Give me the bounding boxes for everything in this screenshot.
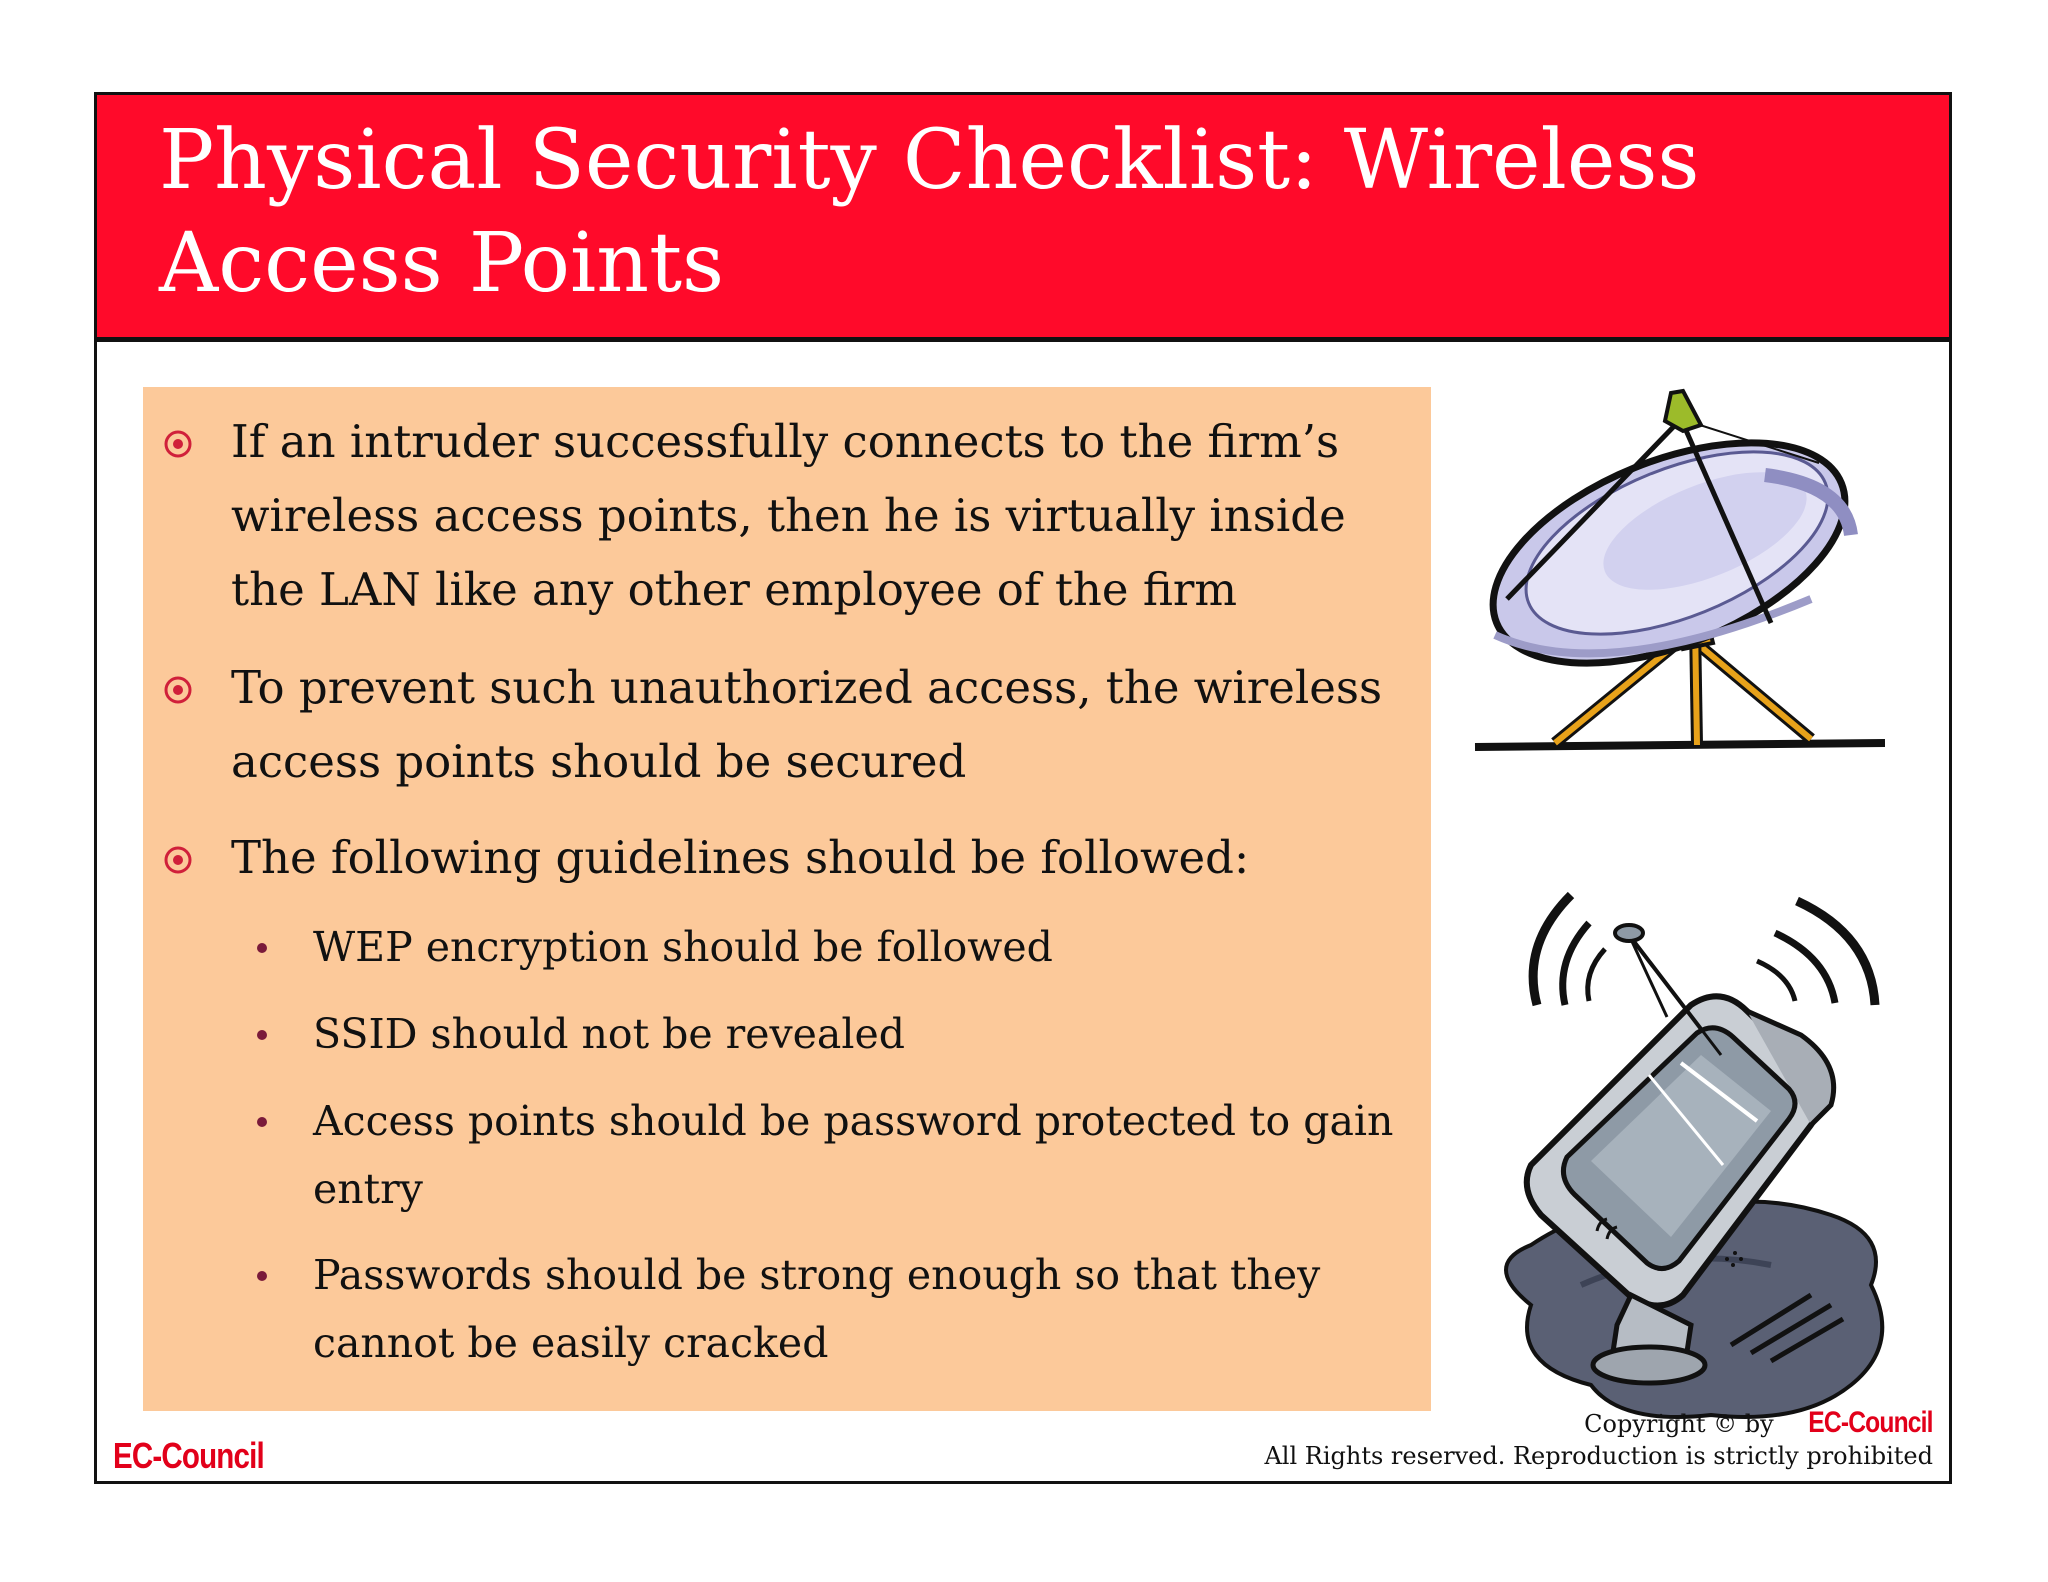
slide: [94, 92, 1952, 1484]
dot-bullet-icon: [257, 1271, 267, 1281]
content-box: [143, 387, 1431, 1411]
copyright-prefix: Copyright © by: [1584, 1410, 1782, 1438]
target-bullet-icon: [163, 845, 193, 875]
satellite-dish-icon: [1455, 385, 1885, 755]
sub-bullet-text: Passwords should be strong enough so that they cannot be easily cracked: [313, 1251, 1321, 1367]
copyright-brand: EC-Council: [1808, 1406, 1933, 1439]
bullet-text: If an intruder successfully connects to the firm’s wireless access points, then he is virtually inside the LAN like any other employee of the firm: [231, 415, 1346, 616]
target-bullet-icon: [163, 675, 193, 705]
bullet-text: To prevent such unauthorized access, the wireless access points should be secured: [231, 661, 1383, 788]
ec-council-logo: EC-Council: [113, 1435, 264, 1476]
dot-bullet-icon: [257, 943, 267, 953]
wireless-monitor-icon: [1471, 865, 1891, 1425]
sub-bullet-text: SSID should not be revealed: [313, 1010, 905, 1058]
slide-title: Physical Security Checklist: Wireless Access Points: [159, 113, 1700, 311]
dot-bullet-icon: [257, 1030, 267, 1040]
sub-bullet-text: Access points should be password protected to gain entry: [313, 1097, 1394, 1213]
rights-text: All Rights reserved. Reproduction is strictly prohibited: [1264, 1442, 1933, 1470]
copyright-notice: [1264, 1407, 1933, 1472]
title-bar: [97, 95, 1949, 342]
sub-bullet-text: WEP encryption should be followed: [313, 923, 1053, 971]
bullet-text: The following guidelines should be followed:: [231, 831, 1250, 884]
target-bullet-icon: [163, 429, 193, 459]
copyright-line: [1264, 1407, 1933, 1440]
dot-bullet-icon: [257, 1117, 267, 1127]
